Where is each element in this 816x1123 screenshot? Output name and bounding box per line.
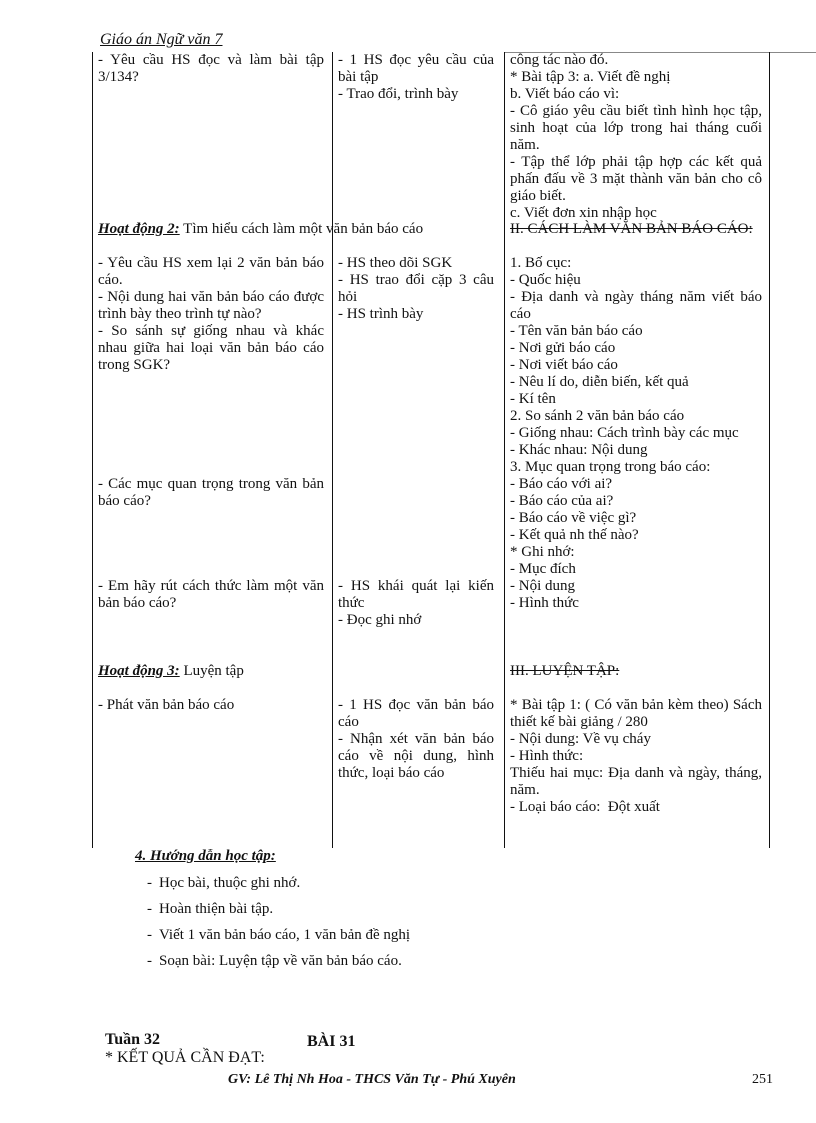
lesson-label: BÀI 31 bbox=[307, 1033, 356, 1050]
block2-student-activity: - HS theo dõi SGK - HS trao đổi cặp 3 câu hỏi - HS trình bày bbox=[338, 255, 494, 322]
section-3-title: III. LUYỆN TẬP: bbox=[510, 663, 620, 679]
guide-title: 4. Hướng dẫn học tập: bbox=[135, 848, 276, 864]
guide-item: - Hoàn thiện bài tập. bbox=[147, 901, 274, 917]
table-divider-2 bbox=[504, 52, 505, 848]
block3-student-activity: - 1 HS đọc văn bản báo cáo - Nhận xét văn bản báo cáo về nội dung, hình thức, loại báo cáo bbox=[338, 697, 494, 781]
block1-content: công tác nào đó. * Bài tập 3: a. Viết đề nghị b. Viết báo cáo vì: - Cô giáo yêu cầu biết tình hình học tập, sinh hoạt của lớp trong hai tháng cuối năm. - Tập thể lớp phải tập hợp các kết quả phấn đấu về 3 mặt thành văn bản cho cô giáo biết. c. Viết đơn xin nhập học bbox=[510, 52, 762, 221]
block2-teacher-activity: - Yêu cầu HS xem lại 2 văn bản báo cáo. - Nội dung hai văn bản báo cáo được trình bày theo trình tự nào? - So sánh sự giống nhau và khác nhau giữa hai loại văn bản báo cáo trong SGK? bbox=[98, 255, 324, 373]
activity2-label: Hoạt động 2: bbox=[98, 221, 180, 237]
guide-list bbox=[147, 873, 410, 977]
table-border-right bbox=[769, 52, 770, 848]
block3-teacher-activity: - Phát văn bản báo cáo bbox=[98, 697, 235, 713]
activity3-label: Hoạt động 3: bbox=[98, 663, 180, 679]
block2-student-activity-c: - HS khái quát lại kiến thức - Đọc ghi nhớ bbox=[338, 578, 494, 628]
activity3-heading bbox=[98, 663, 318, 680]
block1-teacher-activity: - Yêu cầu HS đọc và làm bài tập 3/134? bbox=[98, 52, 328, 85]
lesson-table bbox=[92, 52, 770, 848]
week-label: Tuần 32 bbox=[105, 1031, 160, 1048]
guide-item: - Viết 1 văn bản báo cáo, 1 văn bản đề nghị bbox=[147, 927, 411, 943]
block2-content: 1. Bố cục: - Quốc hiệu - Địa danh và ngày tháng năm viết báo cáo - Tên văn bản báo cáo - Nơi gửi báo cáo - Nơi viết báo cáo - Nêu lí do, diễn biến, kết quả - Kí tên 2. So sánh 2 văn bản báo cáo - Giống nhau: Cách trình bày các mục - Khác nhau: Nội dung 3. Mục quan trọng trong báo cáo: - Báo cáo với ai? - Báo cáo của ai? - Báo cáo về việc gì? - Kết quả nh thế nào? * Ghi nhớ: - Mục đích - Nội dung - Hình thức bbox=[510, 255, 762, 611]
activity3-title: Luyện tập bbox=[183, 663, 244, 679]
block2-teacher-activity-b: - Các mục quan trọng trong văn bản báo cáo? bbox=[98, 476, 328, 509]
section-2-title: II. CÁCH LÀM VĂN BẢN BÁO CÁO: bbox=[510, 221, 753, 237]
guide-item: - Soạn bài: Luyện tập về văn bản báo cáo. bbox=[147, 953, 402, 969]
result-heading: * KẾT QUẢ CẦN ĐẠT: bbox=[105, 1049, 265, 1066]
activity2-title: Tìm hiểu cách làm một văn bản báo cáo bbox=[183, 221, 424, 237]
block1-student-activity: - 1 HS đọc yêu cầu của bài tập - Trao đổi, trình bày bbox=[338, 52, 494, 102]
block3-content: * Bài tập 1: ( Có văn bản kèm theo) Sách thiết kế bài giảng / 280 - Nội dung: Về vụ cháy - Hình thức: Thiếu hai mục: Địa danh và ngày, tháng, năm. - Loại báo cáo: Đột xuất bbox=[510, 697, 762, 815]
activity2-heading bbox=[98, 221, 498, 238]
page-number: 251 bbox=[752, 1072, 773, 1087]
footer-author: GV: Lê Thị Nh Hoa - THCS Văn Tự - Phú Xuyên bbox=[228, 1072, 516, 1087]
table-border-left bbox=[92, 52, 93, 848]
page-header-title: Giáo án Ngữ văn 7 bbox=[100, 31, 223, 48]
block2-teacher-activity-c: - Em hãy rút cách thức làm một văn bản báo cáo? bbox=[98, 578, 328, 611]
table-divider-1 bbox=[332, 52, 333, 848]
guide-item: - Học bài, thuộc ghi nhớ. bbox=[147, 875, 301, 891]
